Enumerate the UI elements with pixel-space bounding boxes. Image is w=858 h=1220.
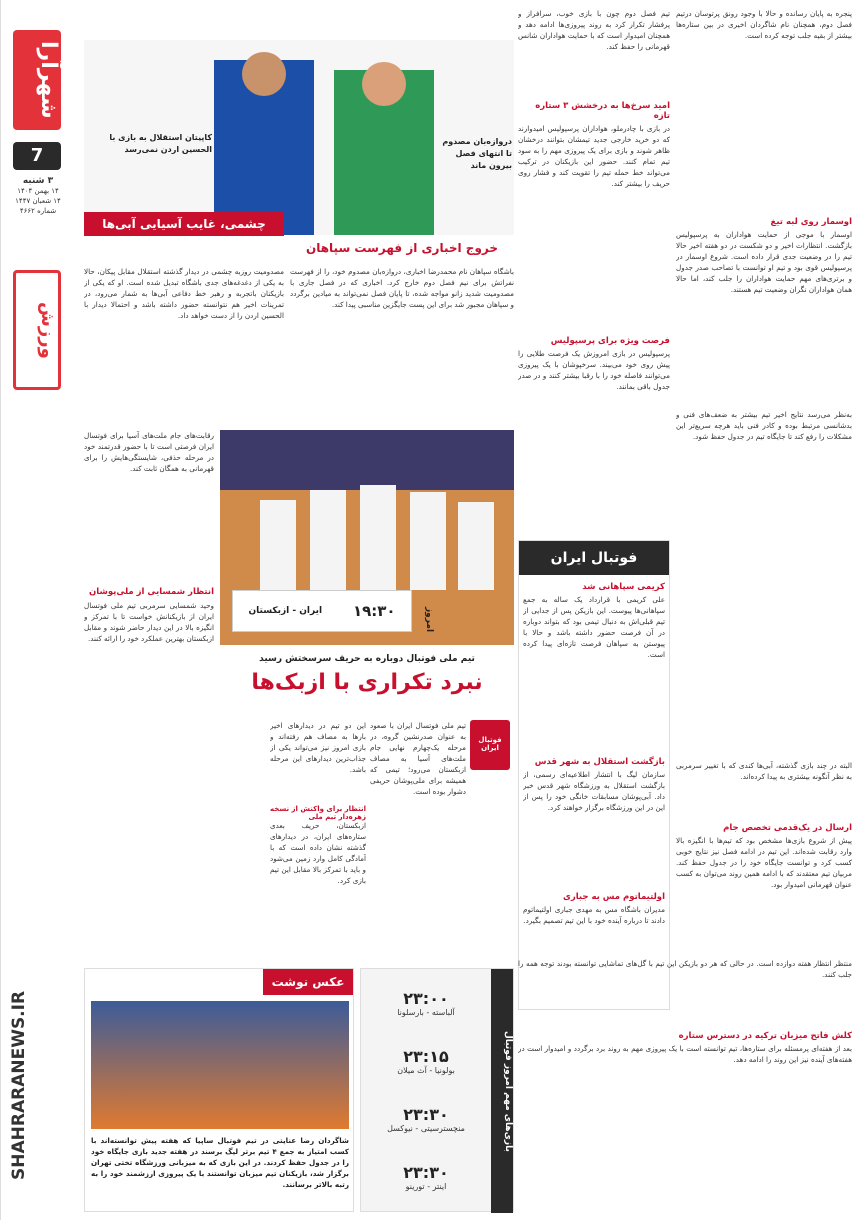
article-bottom-1: منتظر انتظار هفته دوازده است. در حالی که هر دو بازیکن این تیم با گل‌های تماشایی توانسته بودند توجه همه را جلب کنند. (518, 959, 852, 979)
fixture-teams: اینتر - تورینو (405, 1182, 447, 1191)
article-esteghlal-qods: سازمان لیگ با انتشار اطلاعیه‌ای رسمی، از بازگشت استقلال به ورزشگاه شهر قدس خبر داد. آبی‌پوشان مسابقات خانگی خود را پس از این در این ورزشگاه برگزار خواهند کرد. (523, 770, 665, 812)
match-col-1: تیم ملی فوتسال ایران با صعود به عنوان صدرنشین گروه، در مرحله یک‌چهارم نهایی جام ملت‌های آسیا به مصاف ازبکستان می‌رود؛ تیمی که همیشه برای ملی‌پوشان حریفی دشوار بوده است. (370, 721, 466, 796)
fixture-row (367, 1149, 485, 1207)
article-right-long: پیش از شروع بازی‌ها مشخص بود که تیم‌ها با انگیزه بالا وارد رقابت شده‌اند. این تیم در ادامه فصل نیز نتایج خوبی کسب کرد و توانست جایگاه خود را در جدول حفظ کند. مربیان تیم معتقدند که با ادامه همین روند می‌توان به کسب عنوان قهرمانی امیدوار بود. (676, 836, 852, 889)
website-url: SHAHRARANEWS.IR (9, 990, 29, 1180)
newspaper-logo: شهرآرا (13, 30, 61, 130)
subhead-esteghlal-qods: بازگشت استقلال به شهر قدس (534, 757, 665, 767)
article-bottom-2: بعد از هفته‌ای پرمسئله برای ستاره‌ها، تیم توانسته است با یک پیروزی مهم به روند برد برگردد و امیدوار است در هفته‌های آینده نیز این روند را ادامه دهد. (518, 1044, 852, 1064)
match-badge (232, 590, 412, 632)
day-label: ۳ شنبه (22, 176, 54, 186)
fixture-time: ۲۳:۳۰ (403, 1105, 449, 1124)
fixture-teams: آلباسته - بارسلونا (397, 1008, 455, 1017)
page-number: 7 (13, 142, 61, 170)
match-col-2: این دو تیم در دیدارهای اخیر بارها به مصاف هم رفته‌اند و بازی امروز نیز می‌تواند یکی از جذاب‌ترین دیدارهای این مرحله باشد. (270, 721, 366, 774)
iran-football-title: فوتبال ایران (519, 541, 669, 575)
article-three-stars: در بازی با چادرملو، هواداران پرسپولیس امیدوارند که دو خرید خارجی جدید تیمشان بتوانند درخشان ظاهر شوند و بازی برای یک پیروزی مهم را به سود تیم تمام کنند. حضور این بازیکنان در ترکیب می‌تواند خط حمله تیم را تقویت کند و فشار روی حریف را بیشتر کند. (518, 124, 670, 188)
subhead-match-col-3: انتظار برای واکنش از نسخه زهره‌دار تیم ملی (270, 805, 366, 821)
caption-right: دروازه‌بان مصدوم تا انتهای فصل بیرون ماند (442, 137, 512, 170)
article-shamsaei: وحید شمسایی سرمربی تیم ملی فوتسال ایران از بازیکنانش خواست تا با تمرکز و انگیزه بالا در این دیدار حاضر شوند و مقابل ازبکستان بهترین عملکرد خود را ارائه کنند. (84, 601, 214, 643)
futsal-badge: فوتبال ایران (470, 720, 510, 770)
fixture-time: ۲۳:۱۵ (403, 1047, 449, 1066)
fixtures-box (360, 968, 514, 1212)
players-photo (84, 40, 514, 235)
right-column (676, 8, 852, 750)
futsal-column-right: رقابت‌های جام ملت‌های آسیا برای فوتسال ایران فرصتی است تا با حضور قدرتمند خود در مرحله حذفی، شایستگی‌هایش را برای قهرمانی به همگان ثابت کند. (84, 431, 214, 473)
match-kicker: تیم ملی فوتبال دوباره به حریف سرسختش رسید (259, 654, 475, 664)
article-mid-intro: تیم فصل دوم چون با بازی خوب، سرافراز و پرفشار تکرار کرد به روند پیروزی‌ها ادامه دهد و همچنان امیدوار است که با حمایت هواداران شانس قهرمانی را حفظ کند. (518, 9, 670, 51)
article-intro: پنجره به پایان رسانده و حالا با وجود رونق پرتوسان درتیم فصل دوم، همچنان نام شاگردان اخیری در بین ستاره‌ها بیشتر از بقیه جلب توجه کرده است. (676, 9, 852, 40)
fixture-row (367, 1091, 485, 1149)
article-mes-jabbari: مدیران باشگاه مس به مهدی جباری اولتیماتوم دادند تا درباره آینده خود با این تیم تصمیم بگیرد. (523, 905, 665, 925)
match-today-label: امروز (424, 606, 434, 632)
article-osmar: اوسمار با موجی از حمایت هواداران به پرسپولیس بازگشت. انتظارات اخیر و دو شکست در دو هفته اخیر حالا تیم را در وضعیت جدی قرار داده است. شروع اوسمار در پرسپولیس قوی بود و تیم او توانست با تصاحب صدر جدول و برتری‌های مهم حمایت هواداران را جلب کند، اما حالا همان هواداران نگران وضعیت تیم هستند. (676, 230, 852, 294)
subhead-special-chance: فرصت ویژه برای پرسپولیس (550, 336, 670, 346)
fixture-time: ۲۳:۳۰ (403, 1163, 449, 1182)
fixture-teams: بولونیا - آث میلان (397, 1066, 455, 1075)
player-head-right (362, 62, 406, 106)
subhead-mes-jabbari: اولتیماتوم مس به جباری (563, 892, 665, 902)
subhead-karimi: کریمی سپاهانی شد (582, 582, 665, 592)
subhead-bottom: کلش فاتح میزبان ترکیه در دسترس ستاره (678, 1031, 852, 1041)
article-right-top: البته در چند بازی گذشته، آبی‌ها کندی که با تغییر سرمربی به نظر آنگونه بیشتری به پیدا کرده‌اند. (676, 761, 852, 781)
issue-number: شماره ۴۶۶۲ (19, 207, 57, 215)
match-headline: نبرد تکراری با ازبک‌ها (251, 670, 483, 695)
match-time: ۱۹:۳۰ (352, 602, 396, 620)
article-cheshmi: مصدومیت روزبه چشمی در دیدار گذشته استقلال مقابل پیکان، حالا به یکی از دغدغه‌های جدی باشگاه تبدیل شده است. او که یکی از بازیکنان باتجربه و رهبر خط دفاعی آبی‌ها به شمار می‌رود، در تمرینات اخیر هم نتوانسته حضور داشته باشد و احتمالا دیدار با الحسین اردن را از دست خواهد داد. (84, 267, 284, 320)
photo-feature-caption: شاگردان رضا عنایتی در تیم فوتبال ساپیا که هفته پیش توانسته‌اند با کسب امتیاز به جمع ۴ تیم برتر لیگ برسند در هفته جدید بازی جایگاه خود را در جدول حفظ کردند. در این بازی که به میزبانی ورزشگاه تختی تهران برگزار شد، بازیکنان تیم میزبان توانستند با یک پیروزی ارزشمند خود را به رتبه بالاتر برسانند. (91, 1136, 349, 1189)
headline-akhbari: خروج اخباری از فهرست سپاهان (290, 236, 514, 260)
subhead-three-stars: امید سرخ‌ها به درخشش ۳ ستاره تازه (535, 101, 670, 121)
feature-photo (91, 1001, 349, 1129)
right-long-column (676, 760, 852, 950)
date-solar: ۱۴ بهمن ۱۴۰۴ (17, 187, 59, 195)
fixture-row (367, 975, 485, 1033)
subhead-right-long: ارسال در یک‌قدمی تخصص جام (723, 823, 852, 833)
photo-feature-title: عکس نوشت (263, 969, 353, 995)
article-special-chance: پرسپولیس در بازی امروزش یک فرصت طلایی را پیش روی خود می‌بیند. سرخپوشان با یک پیروزی می‌توانند فاصله خود را با رقبا بیشتر کنند و در صدر جدول باقی بمانند. (518, 349, 670, 391)
fixture-teams: منچسترسیتی - نیوکسل (387, 1124, 465, 1133)
match-col-3: ازبکستان، حریف بعدی ستاره‌های ایران، در دیدارهای گذشته نشان داده است که با آمادگی کامل وارد زمین می‌شود و باید با تمرکز بالا مقابل این تیم بازی کرد. (270, 821, 366, 885)
date-lunar: ۱۴ شعبان ۱۴۴۷ (15, 197, 61, 205)
bottom-right-block (518, 958, 852, 1212)
section-logo: ورزش (13, 270, 61, 390)
player-head-left (242, 52, 286, 96)
match-teams: ایران - ازبکستان (248, 606, 323, 616)
article-akhbari: باشگاه سپاهان نام محمدرضا اخباری، دروازه‌بان مصدوم خود، را از فهرست نفراتش برای نیم فصل دوم خارج کرد. اخباری که در فصل جاری با مصدومیت شدید زانو مواجه شده، تا پایان فصل نمی‌تواند به میادین برگردد و سپاهان مجبور شد برای این پست جایگزین مناسبی پیدا کند. (290, 267, 514, 309)
headline-cheshmi: چشمی، غایب آسیایی آبی‌ها (84, 212, 284, 236)
subhead-osmar: اوسمار روی لبه تیغ (770, 217, 852, 227)
article-body: به‌نظر می‌رسد نتایج اخیر تیم بیشتر به ضعف‌های فنی و بدشانسی مرتبط بوده و کادر فنی باید هرچه سریع‌تر این مشکلات را رفع کند تا جایگاه تیم در جدول حفظ شود. (676, 410, 852, 441)
fixture-time: ۲۳:۰۰ (403, 989, 449, 1008)
subhead-shamsaei: انتظار شمسایی از ملی‌پوشان (89, 587, 214, 597)
caption-left: کاپیتان استقلال به بازی با الحسین اردن نمی‌رسد (109, 133, 212, 154)
fixtures-title: بازی‌های مهم امروز فوتبال (491, 969, 513, 1213)
mid-column (518, 8, 670, 398)
article-karimi: علی کریمی با قرارداد یک ساله به جمع سپاهانی‌ها پیوست. این بازیکن پس از جدایی از تیم قبلی‌اش به دنبال تیمی بود که بتواند دوباره در آن فرصت حضور داشته باشد و حالا با پیوستن به سپاهان فرصت تازه‌ای پیدا کرده است. (523, 595, 665, 659)
photo-feature (84, 968, 354, 1212)
masthead-strip (0, 0, 74, 1220)
issue-date (5, 176, 71, 216)
iran-football-box (518, 540, 670, 1010)
fixture-row (367, 1033, 485, 1091)
